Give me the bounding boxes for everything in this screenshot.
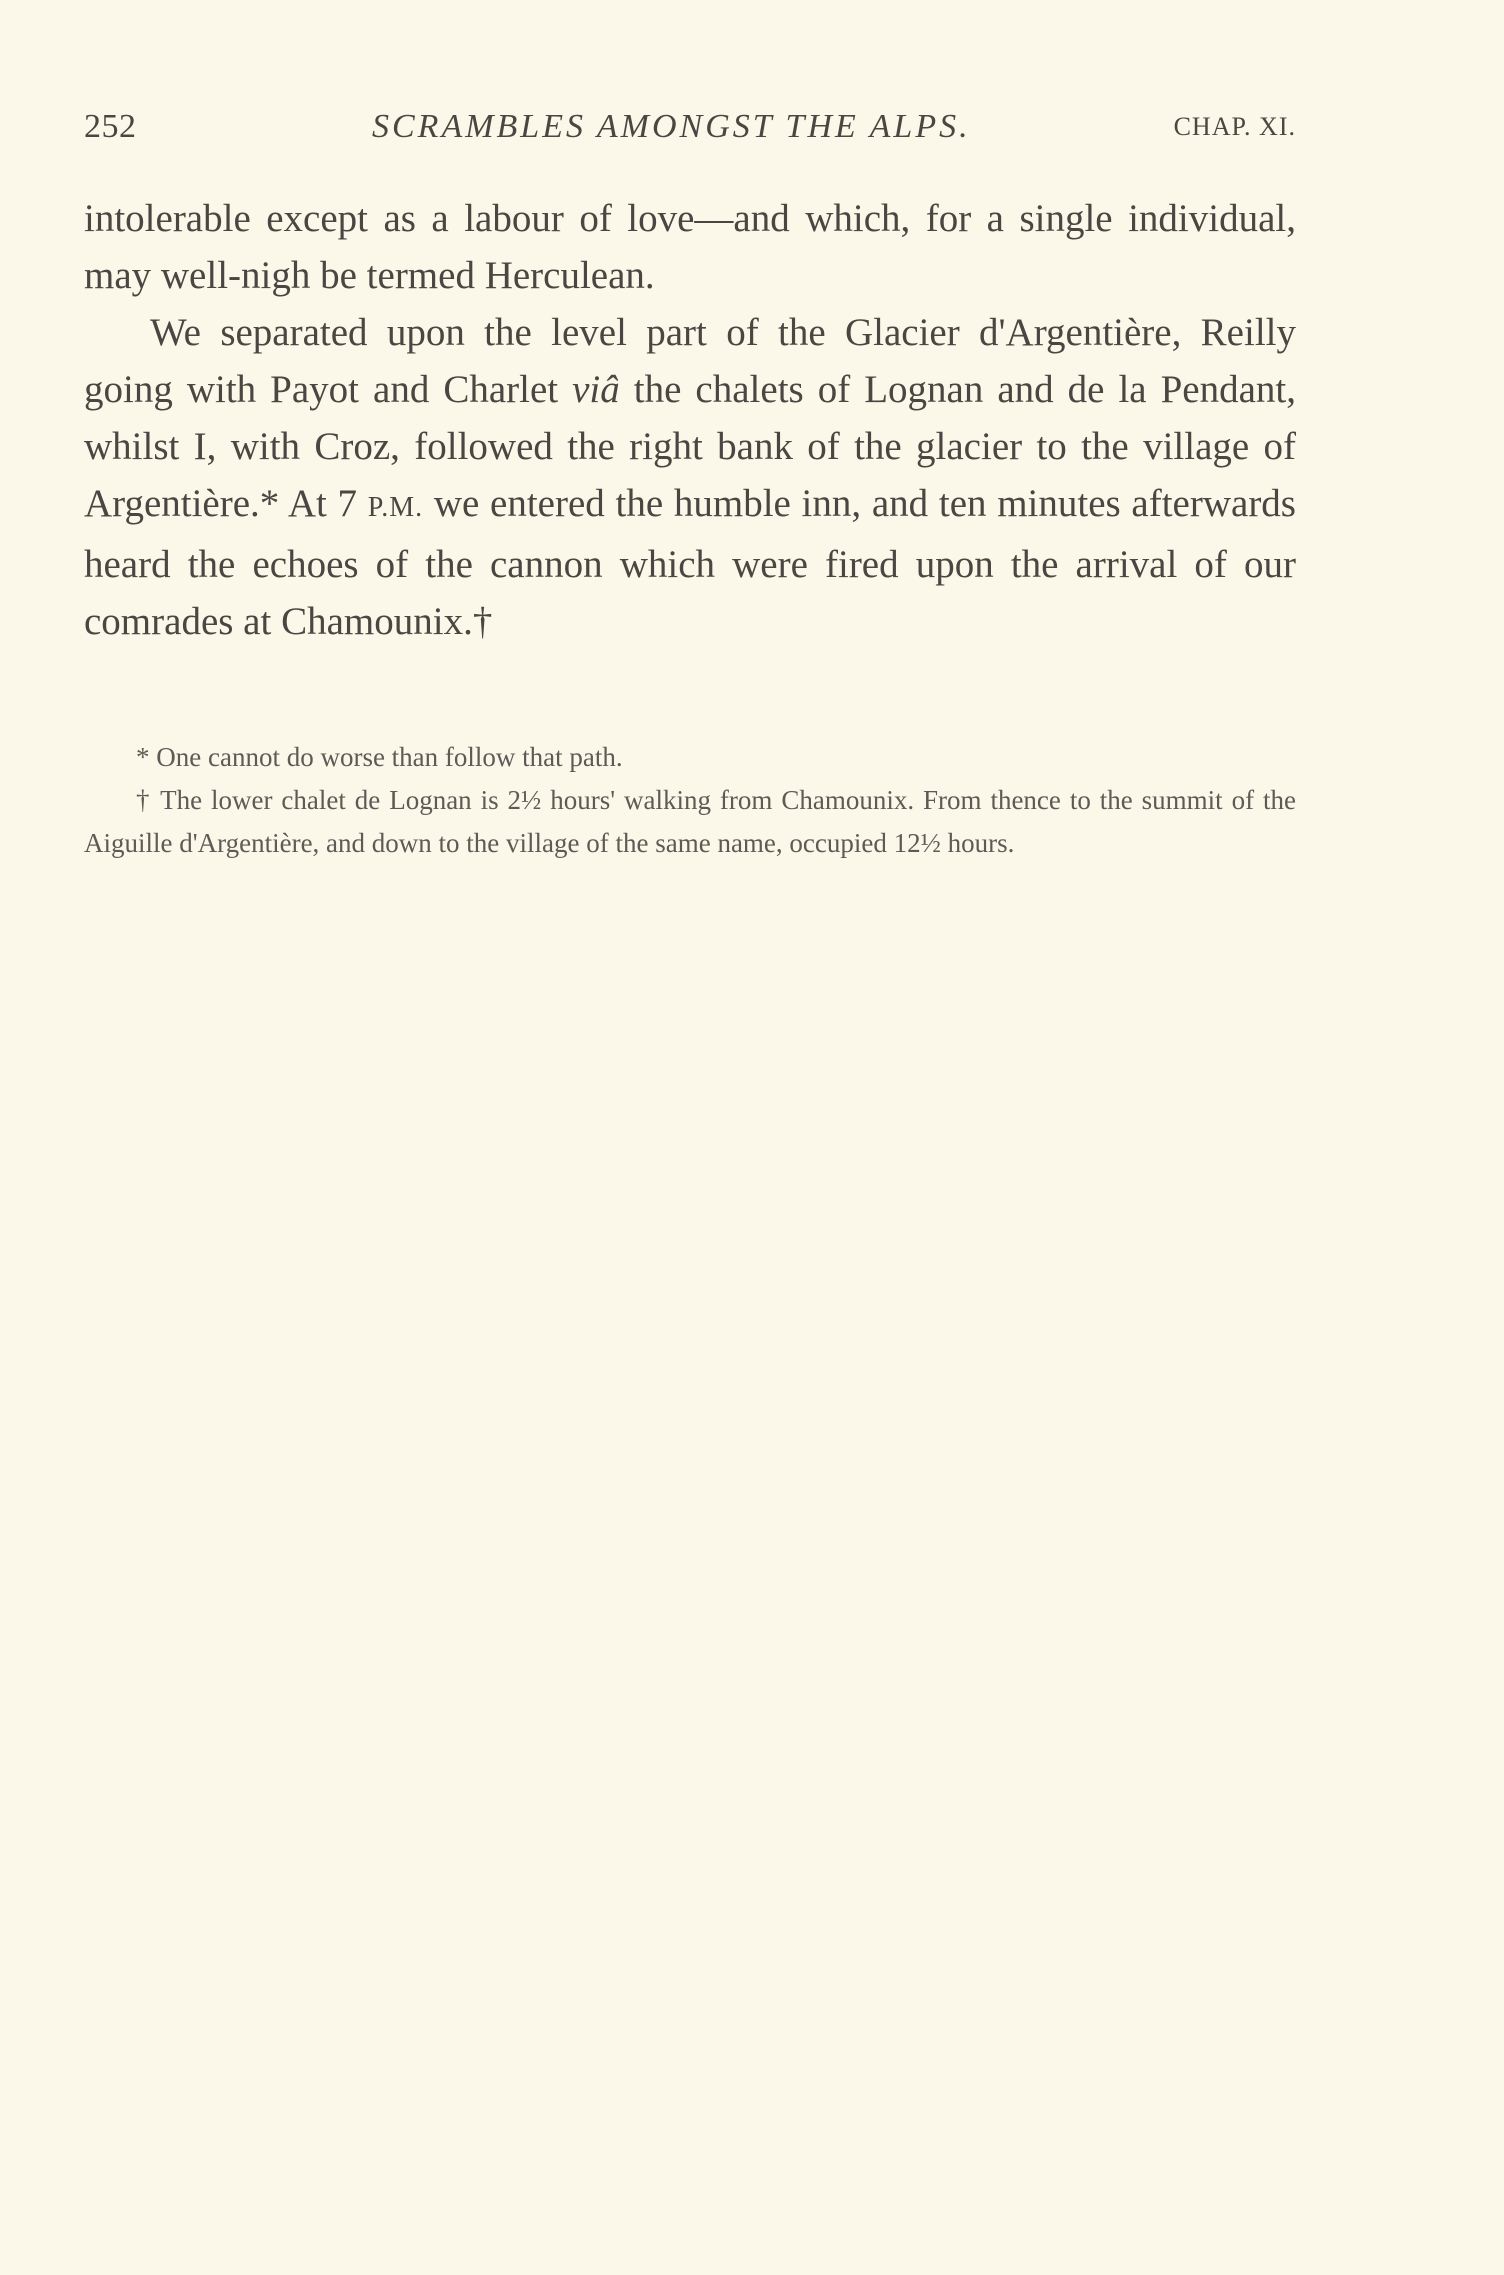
paragraph-text-part-2: the chalets of Lognan and de la Pendant, whilst I, with Croz, followed the right bank of the glacier to the village of Argentière.* At 7 — [84, 368, 1296, 525]
page-number: 252 — [84, 108, 137, 145]
body-text — [84, 190, 1296, 650]
time-marker: P.M. — [367, 492, 424, 523]
paragraph-separation — [84, 304, 1296, 650]
paragraph-text-part-3: we entered the humble inn, and ten minutes afterwards heard the echoes of the cannon which were fired upon the arrival of our comrades at Chamounix.† — [84, 482, 1296, 643]
footnotes — [84, 736, 1296, 865]
italic-via: viâ — [572, 368, 620, 411]
paragraph-text-part-1: We separated upon the level part of the Glacier d'Argentière, Reilly going with Payot and Charlet — [84, 311, 1296, 411]
footnote-dagger: † The lower chalet de Lognan is 2½ hours' walking from Chamounix. From thence to the summit of the Aiguille d'Argentière, and down to the village of the same name, occupied 12½ hours. — [84, 785, 1296, 858]
paragraph-continuation: intolerable except as a labour of love—and which, for a single individual, may well-nigh be termed Herculean. — [84, 197, 1296, 297]
chapter-label: CHAP. XI. — [1173, 112, 1296, 141]
running-title: SCRAMBLES AMONGST THE ALPS. — [372, 108, 971, 145]
running-header — [84, 108, 1296, 152]
footnote-asterisk: * One cannot do worse than follow that path. — [136, 742, 623, 772]
